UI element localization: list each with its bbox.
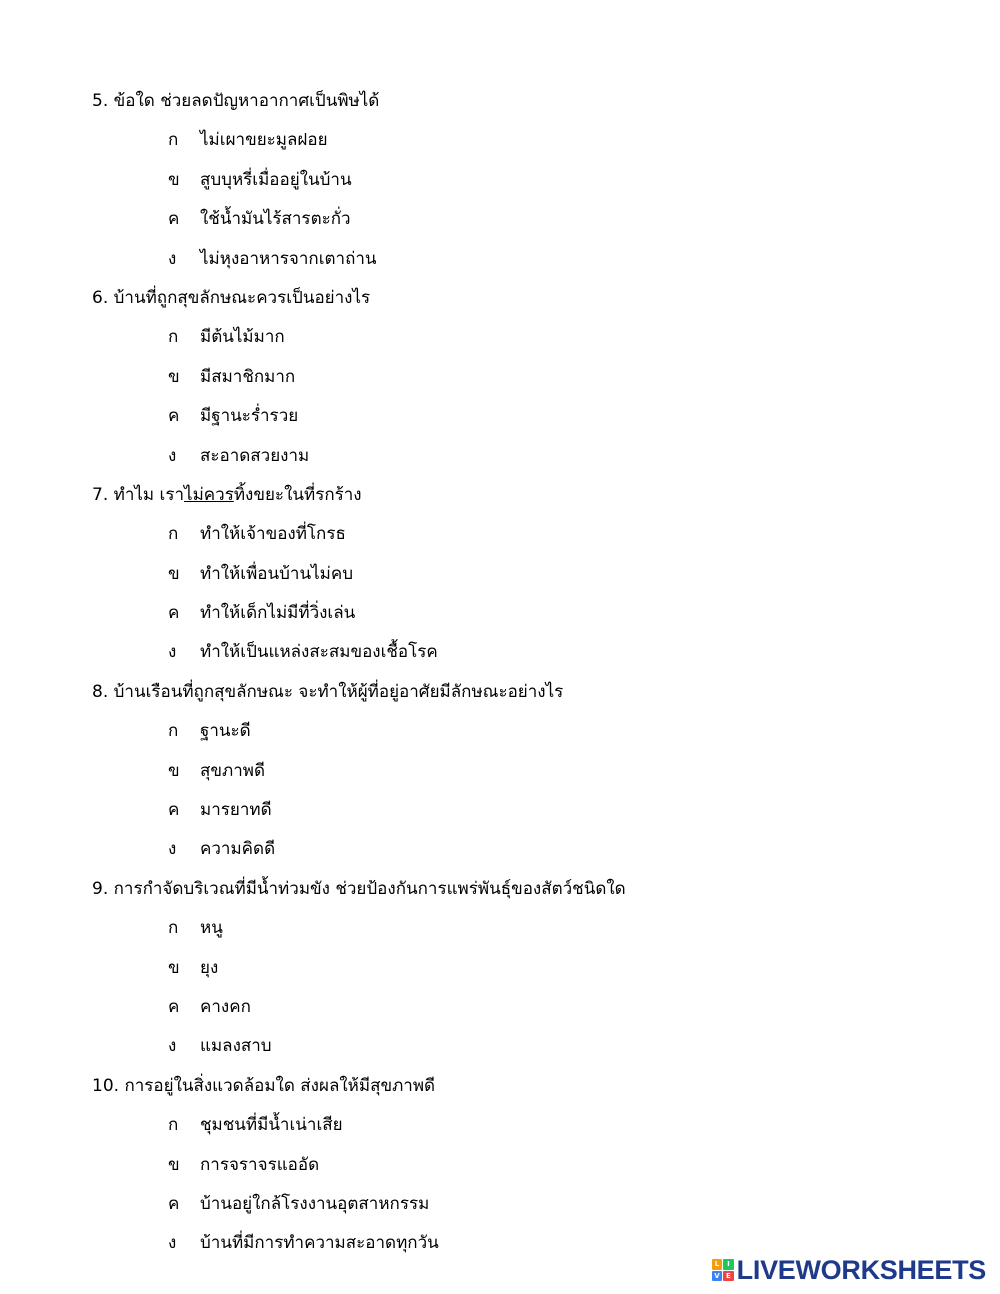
option-b[interactable] (92, 161, 972, 200)
option-a[interactable] (92, 712, 972, 751)
question-text: 6. บ้านที่ถูกสุขลักษณะควรเป็นอย่างไร (92, 287, 371, 308)
question-8 (92, 673, 972, 870)
brand-name: LIVEWORKSHEETS (736, 1254, 986, 1285)
option-b[interactable] (92, 752, 972, 791)
logo-tile-e: E (723, 1271, 734, 1282)
option-text: การจราจรแออัด (200, 1154, 320, 1175)
question-9 (92, 870, 972, 1067)
option-letter: ค (168, 603, 180, 624)
question-text: 10. การอยู่ในสิ่งแวดล้อมใด ส่งผลให้มีสุขภาพดี (92, 1075, 436, 1096)
option-text: บ้านที่มีการทำความสะอาดทุกวัน (200, 1233, 439, 1254)
option-letter: ค (168, 800, 180, 821)
option-text: ไม่เผาขยะมูลฝอย (200, 130, 328, 151)
option-d[interactable] (92, 830, 972, 869)
option-letter: ก (168, 130, 179, 151)
question-text (92, 476, 972, 515)
option-letter: ข (168, 169, 180, 190)
option-d[interactable] (92, 1027, 972, 1066)
option-letter: ข (168, 366, 180, 387)
option-text: สะอาดสวยงาม (200, 445, 310, 466)
option-text: ใช้น้ำมันไร้สารตะกั่ว (200, 209, 351, 230)
option-letter: ก (168, 524, 179, 545)
question-5 (92, 82, 972, 279)
option-b[interactable] (92, 949, 972, 988)
option-letter: ง (168, 248, 177, 269)
option-letter: ง (168, 1036, 177, 1057)
option-letter: ข (168, 957, 180, 978)
worksheet (92, 82, 972, 1264)
option-letter: ค (168, 209, 180, 230)
option-c[interactable] (92, 594, 972, 633)
option-text: ชุมชนที่มีน้ำเน่าเสีย (200, 1115, 343, 1136)
option-text: สุขภาพดี (200, 760, 265, 781)
option-a[interactable] (92, 1106, 972, 1145)
option-a[interactable] (92, 909, 972, 948)
option-text: ไม่หุงอาหารจากเตาถ่าน (200, 248, 377, 269)
option-text: ทำให้เด็กไม่มีที่วิ่งเล่น (200, 603, 356, 624)
option-text: มีฐานะร่ำรวย (200, 406, 299, 427)
option-d[interactable] (92, 633, 972, 672)
option-letter: ค (168, 996, 180, 1017)
option-d[interactable] (92, 437, 972, 476)
option-b[interactable] (92, 555, 972, 594)
option-text: ฐานะดี (200, 721, 251, 742)
question-text: 8. บ้านเรือนที่ถูกสุขลักษณะ จะทำให้ผู้ที่อยู่อาศัยมีลักษณะอย่างไร (92, 681, 564, 702)
option-letter: ค (168, 1193, 180, 1214)
option-letter: ค (168, 406, 180, 427)
option-text: สูบบุหรี่เมื่ออยู่ในบ้าน (200, 169, 352, 190)
option-text: ทำให้เจ้าของที่โกรธ (200, 524, 346, 545)
question-text-underlined: ไม่ควร (184, 484, 234, 505)
logo-tile-l: L (712, 1259, 723, 1270)
option-letter: ง (168, 839, 177, 860)
logo-tile-i: I (723, 1259, 734, 1270)
option-text: หนู (200, 918, 223, 939)
option-text: แมลงสาบ (200, 1036, 272, 1057)
option-text: มีสมาชิกมาก (200, 366, 296, 387)
option-text: มารยาทดี (200, 800, 272, 821)
option-c[interactable] (92, 397, 972, 436)
liveworksheets-logo-icon (712, 1259, 734, 1281)
question-7 (92, 476, 972, 673)
option-text: ยุง (200, 957, 219, 978)
option-text: ความคิดดี (200, 839, 276, 860)
option-letter: ข (168, 1154, 180, 1175)
question-10 (92, 1067, 972, 1264)
question-text-before: 7. ทำไม เรา (92, 484, 185, 505)
option-letter: ง (168, 1233, 177, 1254)
option-c[interactable] (92, 791, 972, 830)
question-6 (92, 279, 972, 476)
liveworksheets-brand[interactable] (712, 1252, 986, 1288)
option-letter: ง (168, 642, 177, 663)
option-letter: ก (168, 1115, 179, 1136)
option-b[interactable] (92, 358, 972, 397)
option-b[interactable] (92, 1146, 972, 1185)
option-text: มีต้นไม้มาก (200, 327, 285, 348)
option-letter: ก (168, 327, 179, 348)
option-c[interactable] (92, 200, 972, 239)
option-text: บ้านอยู่ใกล้โรงงานอุตสาหกรรม (200, 1193, 430, 1214)
option-c[interactable] (92, 988, 972, 1027)
question-text: 5. ข้อใด ช่วยลดปัญหาอากาศเป็นพิษได้ (92, 91, 380, 111)
option-letter: ก (168, 721, 179, 742)
option-letter: ข (168, 760, 180, 781)
option-letter: ข (168, 563, 180, 584)
option-letter: ง (168, 445, 177, 466)
option-a[interactable] (92, 318, 972, 357)
question-text-after: ทิ้งขยะในที่รกร้าง (233, 484, 362, 505)
option-text: ทำให้เป็นแหล่งสะสมของเชื้อโรค (200, 642, 438, 663)
option-d[interactable] (92, 240, 972, 279)
question-text: 9. การกำจัดบริเวณที่มีน้ำท่วมขัง ช่วยป้องกันการแพร่พันธุ์ของสัตว์ชนิดใด (92, 878, 626, 899)
option-c[interactable] (92, 1185, 972, 1224)
logo-tile-v: V (712, 1271, 723, 1282)
option-text: ทำให้เพื่อนบ้านไม่คบ (200, 563, 353, 584)
option-letter: ก (168, 918, 179, 939)
option-a[interactable] (92, 515, 972, 554)
option-a[interactable] (92, 121, 972, 160)
option-text: คางคก (200, 996, 251, 1017)
